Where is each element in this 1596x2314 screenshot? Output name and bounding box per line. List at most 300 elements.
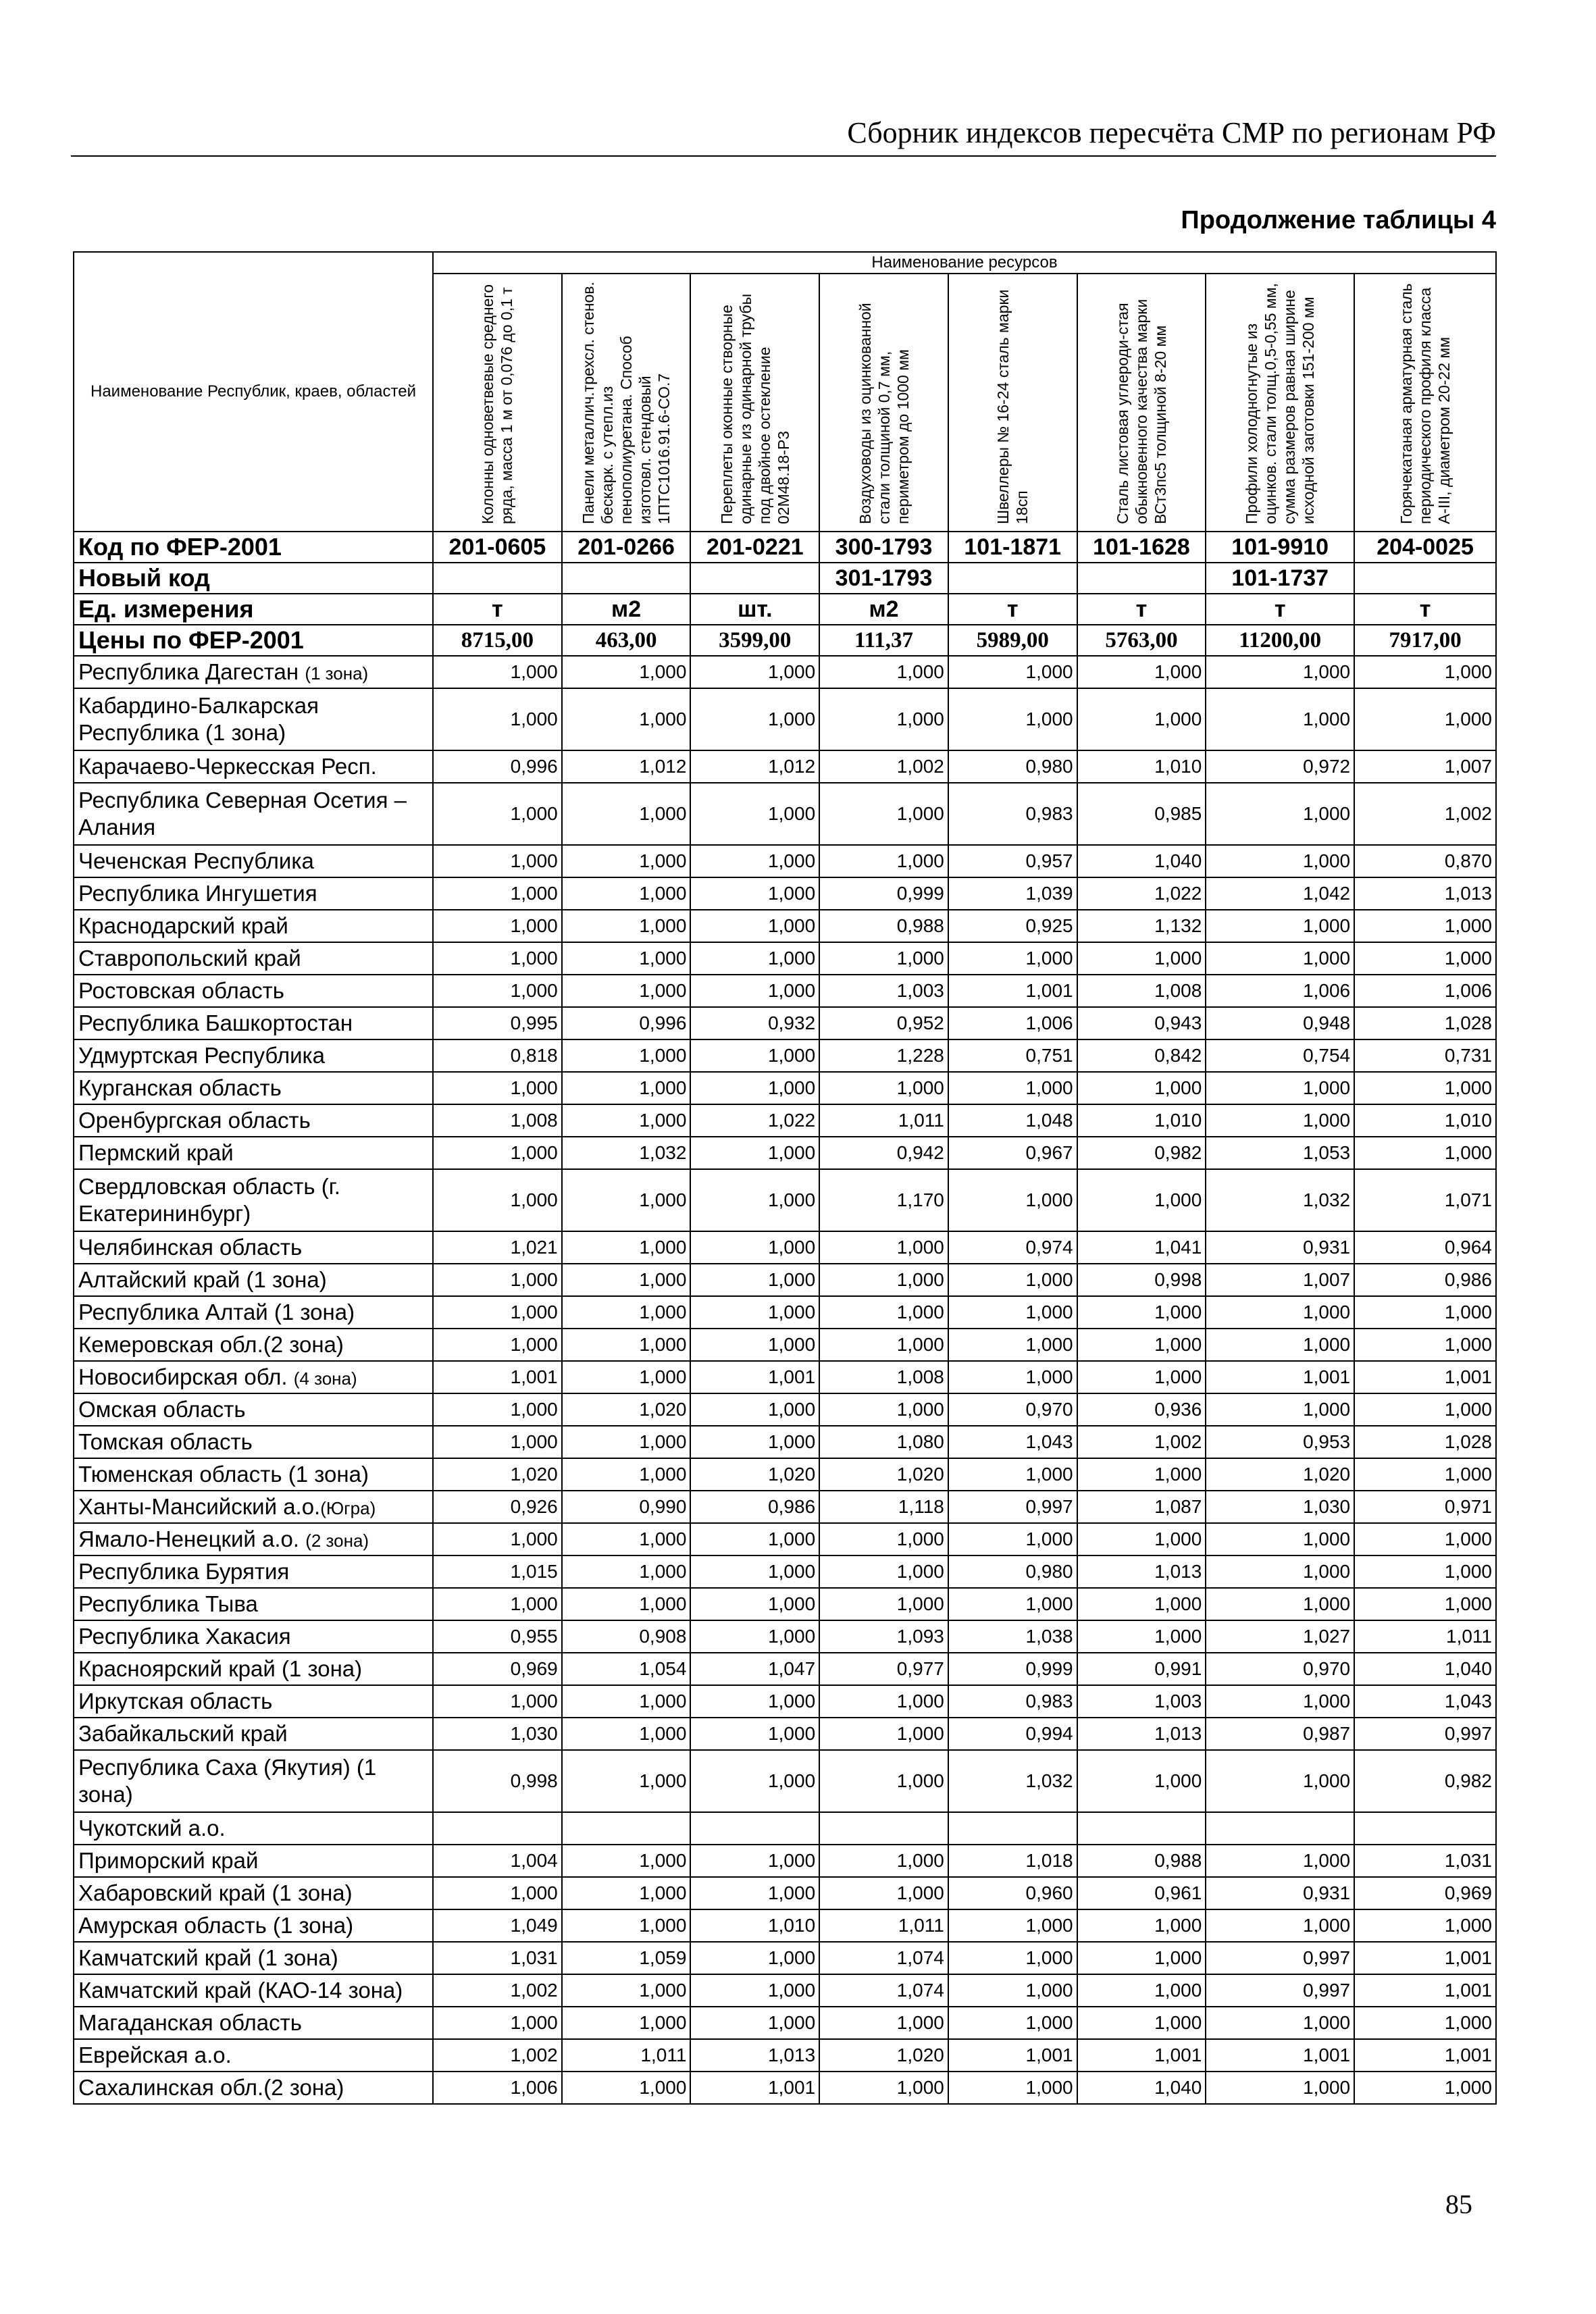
table-row [74,1231,1496,1264]
index-value: 1,001 [948,975,1077,1007]
index-value: 1,031 [433,1942,562,1974]
index-value: 1,000 [562,1264,691,1296]
index-value: 0,971 [1354,1491,1496,1523]
index-value: 1,030 [1206,1491,1354,1523]
index-value: 0,842 [1077,1039,1206,1072]
price: 11200,00 [1206,625,1354,656]
fer-code: 201-0605 [433,532,562,563]
index-value: 1,047 [690,1653,819,1685]
index-value: 0,972 [1206,750,1354,783]
index-value: 0,969 [433,1653,562,1685]
index-value: 1,032 [1206,1169,1354,1231]
index-value: 1,000 [948,1942,1077,1974]
index-value: 1,000 [690,1264,819,1296]
index-value: 1,000 [433,877,562,910]
new-code [562,563,691,594]
index-value: 1,012 [562,750,691,783]
index-value: 1,008 [819,1361,948,1393]
index-value: 0,990 [562,1491,691,1523]
table-row [74,688,1496,750]
table-row [74,1393,1496,1426]
index-value: 1,000 [1077,1458,1206,1491]
index-value: 1,020 [819,1458,948,1491]
region-name: Чукотский а.о. [74,1812,433,1845]
index-value: 1,000 [1077,1942,1206,1974]
index-value: 1,170 [819,1169,948,1231]
unit-row [74,594,1496,625]
index-value: 1,013 [1077,1718,1206,1750]
index-value: 1,000 [562,1718,691,1750]
index-value: 0,943 [1077,1007,1206,1039]
index-value: 0,991 [1077,1653,1206,1685]
index-value: 1,000 [1206,688,1354,750]
region-zone-note: (Югра) [320,1498,376,1519]
index-value: 1,000 [690,656,819,688]
index-value: 0,908 [562,1620,691,1653]
region-name: Алтайский край (1 зона) [74,1264,433,1296]
index-value: 1,000 [433,845,562,877]
index-value: 1,049 [433,1909,562,1942]
new-code [1354,563,1496,594]
region-name: Республика Саха (Якутия) (1 зона) [74,1750,433,1812]
index-value: 1,000 [690,910,819,942]
index-value: 1,000 [690,1974,819,2007]
index-value: 1,011 [819,1909,948,1942]
index-value: 1,001 [690,2072,819,2104]
new-code-label: Новый код [74,563,433,594]
index-value: 0,818 [433,1039,562,1072]
table-row [74,783,1496,845]
region-name: Чеченская Республика [74,845,433,877]
index-value: 1,000 [433,1877,562,1909]
region-name: Кемеровская обл.(2 зона) [74,1329,433,1361]
index-value: 1,000 [948,1588,1077,1620]
index-value: 1,000 [1354,910,1496,942]
index-value: 0,754 [1206,1039,1354,1072]
table-row [74,1264,1496,1296]
index-value: 1,000 [948,1974,1077,2007]
index-value: 1,000 [1206,1393,1354,1426]
index-value: 1,000 [562,1588,691,1620]
index-value: 1,001 [690,1361,819,1393]
index-value: 0,970 [948,1393,1077,1426]
index-value: 1,000 [690,688,819,750]
region-name: Сахалинская обл.(2 зона) [74,2072,433,2104]
index-value: 1,043 [948,1426,1077,1458]
index-value: 1,000 [819,1264,948,1296]
table-row [74,1426,1496,1458]
fer-code: 201-0221 [690,532,819,563]
index-value: 1,000 [819,1231,948,1264]
index-value: 1,000 [1354,656,1496,688]
index-value: 1,000 [562,688,691,750]
unit: т [948,594,1077,625]
table-row [74,1555,1496,1588]
index-value: 1,022 [690,1104,819,1137]
index-value: 1,010 [1077,750,1206,783]
index-value: 1,000 [690,1393,819,1426]
index-value: 1,000 [819,1685,948,1718]
index-value: 0,997 [1206,1974,1354,2007]
index-value: 1,000 [562,1750,691,1812]
index-value: 1,000 [1354,1329,1496,1361]
index-value: 1,000 [433,975,562,1007]
index-value: 1,000 [690,1685,819,1718]
unit: м2 [562,594,691,625]
index-value [1354,1812,1496,1845]
index-value: 1,000 [819,1555,948,1588]
index-value: 1,000 [1206,942,1354,975]
index-value: 0,980 [948,750,1077,783]
index-value: 0,974 [948,1231,1077,1264]
index-value: 1,059 [562,1942,691,1974]
region-name: Ростовская область [74,975,433,1007]
unit: т [1354,594,1496,625]
table-row [74,1718,1496,1750]
index-value: 1,000 [1077,656,1206,688]
table-row [74,910,1496,942]
index-value: 1,000 [1206,1296,1354,1329]
index-value: 1,000 [433,942,562,975]
running-header-text: Сборник индексов пересчёта СМР по регионам РФ [847,116,1496,149]
index-value: 1,000 [1354,1393,1496,1426]
index-value: 1,000 [690,975,819,1007]
index-value: 1,000 [948,2007,1077,2039]
index-value: 1,000 [819,942,948,975]
index-value: 1,000 [948,656,1077,688]
index-value: 1,000 [819,1750,948,1812]
index-value: 1,000 [562,845,691,877]
index-value: 1,000 [562,783,691,845]
index-value: 0,986 [690,1491,819,1523]
region-name: Республика Тыва [74,1588,433,1620]
index-value: 0,953 [1206,1426,1354,1458]
table-row [74,1491,1496,1523]
index-value: 1,118 [819,1491,948,1523]
index-value: 1,000 [1206,1329,1354,1361]
table-row [74,1296,1496,1329]
index-value: 1,000 [1077,1588,1206,1620]
region-name: Республика Хакасия [74,1620,433,1653]
index-value: 1,000 [1077,1909,1206,1942]
index-value: 1,000 [1077,1523,1206,1555]
index-value [562,1812,691,1845]
fer-code-label: Код по ФЕР-2001 [74,532,433,563]
price: 3599,00 [690,625,819,656]
index-value [1206,1812,1354,1845]
index-value: 1,000 [1077,1361,1206,1393]
index-value: 0,751 [948,1039,1077,1072]
table-row [74,1361,1496,1393]
index-value: 1,000 [1354,1137,1496,1169]
index-value [948,1812,1077,1845]
index-value: 1,000 [948,942,1077,975]
index-value: 1,000 [1206,1104,1354,1137]
index-value: 1,000 [690,1588,819,1620]
index-value: 1,041 [1077,1231,1206,1264]
index-value: 0,967 [948,1137,1077,1169]
region-name: Магаданская область [74,2007,433,2039]
index-value: 0,942 [819,1137,948,1169]
index-value: 1,000 [1077,688,1206,750]
index-value: 0,998 [433,1750,562,1812]
index-value: 1,000 [819,845,948,877]
index-value: 1,000 [948,2072,1077,2104]
index-value [433,1812,562,1845]
region-zone-note: (4 зона) [293,1368,357,1389]
region-column-header: Наименование Республик, краев, областей [74,252,433,532]
index-value: 0,997 [1206,1942,1354,1974]
index-value: 0,983 [948,783,1077,845]
index-value: 1,000 [819,1877,948,1909]
index-value: 1,000 [819,1296,948,1329]
region-zone-note: (2 зона) [305,1531,369,1551]
index-value: 1,000 [690,1877,819,1909]
index-value: 1,002 [819,750,948,783]
index-value: 1,000 [433,1426,562,1458]
index-value: 1,000 [948,1072,1077,1104]
index-value: 1,001 [1077,2039,1206,2072]
index-value: 1,000 [1077,942,1206,975]
page-number: 85 [1445,2189,1472,2219]
table-row [74,877,1496,910]
new-code [690,563,819,594]
index-value: 1,000 [819,2072,948,2104]
index-value: 0,996 [562,1007,691,1039]
index-value: 1,000 [1206,2007,1354,2039]
resource-column-header: Переплеты оконные створные одинарные из одинарной трубы под двойное остекление 02М48.18-Р3 [690,274,819,532]
fer-code: 201-0266 [562,532,691,563]
index-value: 1,074 [819,1942,948,1974]
index-value: 0,969 [1354,1877,1496,1909]
index-value: 1,007 [1206,1264,1354,1296]
region-name: Курганская область [74,1072,433,1104]
index-value: 1,000 [562,1072,691,1104]
index-value: 0,986 [1354,1264,1496,1296]
new-code [433,563,562,594]
index-value: 0,964 [1354,1231,1496,1264]
index-value: 1,048 [948,1104,1077,1137]
index-value: 1,000 [562,1523,691,1555]
index-value: 1,000 [948,1361,1077,1393]
index-value: 1,001 [1206,2039,1354,2072]
index-value: 1,002 [1077,1426,1206,1458]
index-value: 1,000 [433,1072,562,1104]
index-value: 1,000 [1206,910,1354,942]
index-value: 0,997 [948,1491,1077,1523]
table-row [74,942,1496,975]
index-value: 1,006 [1354,975,1496,1007]
index-value: 1,000 [819,1072,948,1104]
index-value: 1,002 [433,1974,562,2007]
index-value: 1,000 [690,877,819,910]
region-name: Ставропольский край [74,942,433,975]
index-value: 1,002 [433,2039,562,2072]
region-name: Ханты-Мансийский а.о.(Югра) [74,1491,433,1523]
index-value: 1,000 [562,1458,691,1491]
index-value: 1,000 [819,1523,948,1555]
index-value: 0,926 [433,1491,562,1523]
index-value: 0,952 [819,1007,948,1039]
index-value: 1,000 [433,656,562,688]
index-value [819,1812,948,1845]
index-value: 1,000 [948,1296,1077,1329]
index-value: 1,000 [690,1620,819,1653]
index-value: 1,000 [1206,845,1354,877]
index-value: 0,936 [1077,1393,1206,1426]
region-name: Удмуртская Республика [74,1039,433,1072]
index-value: 1,001 [1206,1361,1354,1393]
new-code-row [74,563,1496,594]
index-value: 1,000 [948,1458,1077,1491]
index-value: 1,000 [690,1169,819,1231]
fer-code: 101-9910 [1206,532,1354,563]
index-value: 1,000 [433,1685,562,1718]
table-row [74,975,1496,1007]
index-value: 1,000 [690,783,819,845]
fer-code: 101-1871 [948,532,1077,563]
index-value: 1,000 [690,1845,819,1877]
index-value: 1,093 [819,1620,948,1653]
index-value: 1,000 [562,975,691,1007]
price: 5763,00 [1077,625,1206,656]
index-value: 1,000 [690,1296,819,1329]
index-value: 0,996 [433,750,562,783]
region-name: Приморский край [74,1845,433,1877]
index-value: 1,000 [562,1426,691,1458]
index-value: 1,000 [1206,1555,1354,1588]
index-value: 1,000 [562,1974,691,2007]
table-row [74,1685,1496,1718]
index-value: 1,042 [1206,877,1354,910]
table-row [74,1104,1496,1137]
region-zone-note: (1 зона) [305,663,369,684]
index-value: 1,000 [819,2007,948,2039]
index-value: 1,000 [690,1329,819,1361]
table-row [74,1620,1496,1653]
price-label: Цены по ФЕР-2001 [74,625,433,656]
new-code: 101-1737 [1206,563,1354,594]
fer-code-row [74,532,1496,563]
region-name: Ямало-Ненецкий а.о. (2 зона) [74,1523,433,1555]
table-row [74,1458,1496,1491]
index-value: 0,985 [1077,783,1206,845]
index-value: 1,000 [1354,1523,1496,1555]
index-value: 1,053 [1206,1137,1354,1169]
index-value: 1,000 [562,1329,691,1361]
index-value: 1,000 [819,1845,948,1877]
region-name: Карачаево-Черкесская Респ. [74,750,433,783]
price: 5989,00 [948,625,1077,656]
index-value: 1,000 [1354,688,1496,750]
unit-label: Ед. измерения [74,594,433,625]
index-value: 1,013 [690,2039,819,2072]
region-name: Еврейская а.о. [74,2039,433,2072]
resource-column-header: Колонны одноветвевые среднего ряда, масса 1 м от 0,076 до 0,1 т [433,274,562,532]
region-name: Республика Башкортостан [74,1007,433,1039]
region-name: Хабаровский край (1 зона) [74,1877,433,1909]
index-value: 1,008 [1077,975,1206,1007]
fer-code: 300-1793 [819,532,948,563]
index-value: 1,000 [690,1426,819,1458]
index-value: 1,000 [819,1393,948,1426]
fer-code: 204-0025 [1354,532,1496,563]
index-value: 1,001 [1354,2039,1496,2072]
index-value: 1,028 [1354,1426,1496,1458]
index-value: 1,002 [1354,783,1496,845]
index-value: 1,000 [1354,1555,1496,1588]
index-value: 1,000 [1206,1588,1354,1620]
table-row [74,2007,1496,2039]
index-value: 1,000 [1206,1909,1354,1942]
index-value: 0,999 [819,877,948,910]
index-value: 1,021 [433,1231,562,1264]
index-value: 0,988 [819,910,948,942]
index-value: 1,000 [433,2007,562,2039]
index-value: 1,000 [690,1750,819,1812]
index-value: 0,982 [1077,1137,1206,1169]
index-value: 1,000 [690,1555,819,1588]
index-value: 1,000 [1206,656,1354,688]
new-code [948,563,1077,594]
index-value: 1,000 [690,1942,819,1974]
index-value: 1,000 [690,1072,819,1104]
index-value: 1,022 [1077,877,1206,910]
index-value: 1,000 [562,1685,691,1718]
index-value: 1,000 [1354,1296,1496,1329]
index-value: 1,013 [1077,1555,1206,1588]
index-value: 1,000 [819,1329,948,1361]
index-value: 1,018 [948,1845,1077,1877]
index-value: 1,000 [1354,1588,1496,1620]
table-row [74,845,1496,877]
resource-column-header: Панели металлич.трехсл. стенов. бескарк. с утепл.из пенополиуретана. Способ изготовл. стендовый 1ПТС1016.91.6-СО.7 [562,274,691,532]
index-value: 1,000 [433,1296,562,1329]
index-value: 1,008 [433,1104,562,1137]
resource-column-header: Профили холодногнутые из оцинков. стали толщ.0,5-0,55 мм, сумма размеров равная ширине исходной заготовки 151-200 мм [1206,274,1354,532]
index-value: 0,955 [433,1620,562,1653]
table-row [74,1588,1496,1620]
fer-code: 101-1628 [1077,532,1206,563]
index-value: 1,006 [1206,975,1354,1007]
index-value: 0,932 [690,1007,819,1039]
unit: шт. [690,594,819,625]
index-value: 0,980 [948,1555,1077,1588]
index-value: 1,028 [1354,1007,1496,1039]
table-row [74,1039,1496,1072]
table-row [74,1169,1496,1231]
unit: т [1206,594,1354,625]
index-value: 1,000 [433,688,562,750]
region-name: Иркутская область [74,1685,433,1718]
index-value: 1,000 [562,1039,691,1072]
index-value: 1,000 [690,1718,819,1750]
table-row [74,1072,1496,1104]
index-value: 0,931 [1206,1877,1354,1909]
index-value: 1,000 [1354,2007,1496,2039]
index-value: 1,000 [1354,942,1496,975]
unit: т [433,594,562,625]
index-value: 1,012 [690,750,819,783]
index-value: 1,000 [948,1909,1077,1942]
region-name: Томская область [74,1426,433,1458]
index-value: 1,000 [562,1231,691,1264]
region-name: Свердловская область (г. Екатерининбург) [74,1169,433,1231]
table-row [74,2039,1496,2072]
index-value: 0,870 [1354,845,1496,877]
index-value: 1,003 [819,975,948,1007]
table-row [74,1007,1496,1039]
